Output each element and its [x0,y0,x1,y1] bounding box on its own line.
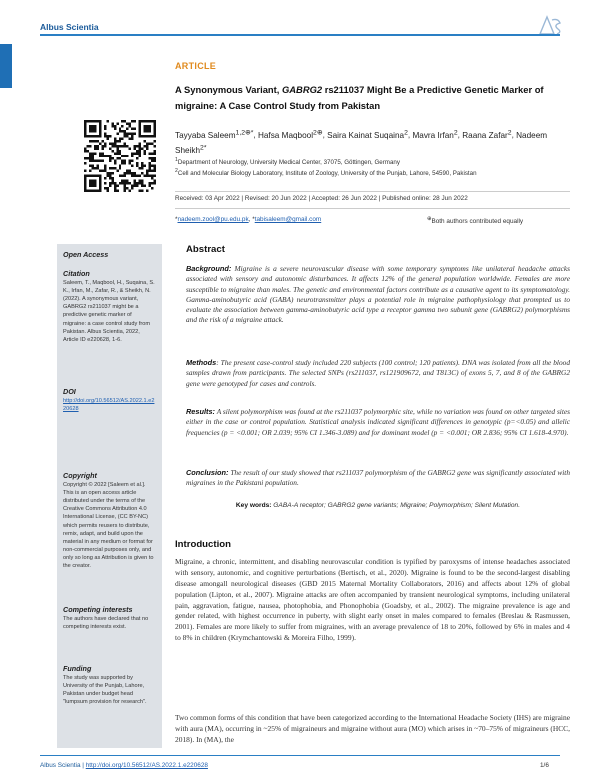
header-rule [40,34,560,36]
email-link[interactable]: tabisaleem@gmail.com [254,216,322,223]
abstract-results: Results: A silent polymorphism was found at the rs211037 polymorphic site, while no variation was found on other targeted sites either in the case or control population. Statistical analysis indicated significant differences in genotypic (p=<0.05) and allelic frequencies (p = <0.001; OR 2.039; 95% CI 1.346-3.089) and for dominant model (p = <0.001; OR 2.836; 95% CI 1.618-4.970). [186,407,570,437]
title-part: A Synonymous Variant, [175,84,282,95]
journal-logo-icon [538,14,562,36]
keywords: Key words: GABA-A receptor; GABRG2 gene variants; Migraine; Polymorphism; Silent Mutation. [235,502,521,509]
affiliation: $^2$Cell and Molecular Biology Laboratory, Institute of Zoology, University of the Punjab, Lahore, 54590, Pakistan [175,168,477,178]
divider [175,191,570,192]
citation-text: Saleem, T., Maqbool, H., Suqaina, S. K., Irfan, M., Zafar, R., & Sheikh, N. (2022). A synonymous variant, GABRG2 rs211037 might be a predictive genetic marker of migraine: a case control study from Pakistan. Albus Scientia, 2022, Article ID e220628, 1-6. [63,280,155,343]
copyright-text: Copyright © 2022 [Saleem et al.]. This is an open access article distributed under the terms of the Creative Commons Attribution 4.0 International License, (CC BY-NC) which permits reusers to distribute, remix, adapt, and build upon the material in any medium or format for non-commercial purposes only, and only so long as Attribution is given to the creator. [63,482,154,570]
article-info-sidebar [57,244,162,748]
doi-block: DOI http://doi.org/10.56512/AS.2022.1.e220628 [63,387,155,413]
footer-doi-link[interactable]: http://doi.org/10.56512/AS.2022.1.e220628 [85,762,208,769]
abstract-methods: Methods: The present case-control study included 220 subjects (100 control; 120 patients). DNA was isolated from all the blood samples drawn from participants. The selected SNPs (rs211037, rs121909672, and T813C) of exons 5, 7, and 8 of the GABRG2 gene were genotyped for cases and controls. [186,358,570,388]
competing-interests-block: Competing interests The authors have declared that no competing interests exist. [63,605,149,631]
abstract-heading: Abstract [186,244,225,255]
title-part: rs211037 Might Be a Predictive Genetic Marker of migraine: A Case Control Study from Pakistan [175,84,544,111]
author: Saira Kainat Suqaina$^2$ [327,129,408,140]
author: Tayyaba Saleem$^{1,2\oplus*}$ [175,129,254,140]
doi-link[interactable]: http://doi.org/10.56512/AS.2022.1.e220628 [63,398,155,413]
intro-paragraph: Migraine, a chronic, intermittent, and disabling neurovascular condition is typified by paroxysms of intense headaches associated with sensory, autonomic, and cognitive perturbations (Bertisch, et al., 2020). Migraine is found to be the second-largest disabling disease amongall neurological diseases (GBD 2015 Maternal Mortality Collaborators, 2016) and affects about 12% of global population (Lipton, et al., 2007). Migraine attacks are often accompanied by transient neurological symptoms, including unilateral pain, aggravation, fatigue, nausea, photophobia, and Phonophobia (Goadsby, et al., 2002). The migraine prevalence is age and gender related, with highest occurrence in puberty, with slight early onset in males compared to females (Breslau & Rasmussen, 2001). Females are more likely to suffer from migraines, with an average prevalence of 18 to 20%, followed by 6% in males and 4 to 8% in children (Krymchantowski & Moreira Filho, 1999). [175,557,570,643]
copyright-block: Copyright Copyright © 2022 [Saleem et al.]. This is an open access article distributed under the terms of the Creative Commons Attribution 4.0 International License, (CC BY-NC) which permits reusers to distribute, remix, adapt, and build upon the material in any medium or format for non-commercial purposes only, and only so long as Attribution is given to the creator. [63,471,156,570]
open-access-block [63,250,156,260]
affiliation: $^1$Department of Neurology, University Medical Center, 37075, Göttingen, Germany [175,157,400,167]
side-tab [0,44,12,88]
page-header [0,0,600,40]
citation-block: Citation Saleem, T., Maqbool, H., Suqaina, S. K., Irfan, M., Zafar, R., & Sheikh, N. (2022). A synonymous variant, GABRG2 rs211037 might be a predictive genetic marker of migraine: a case control study from Pakistan. Albus Scientia, 2022, Article ID e220628, 1-6. [63,269,155,343]
open-access-label: Open Access [63,250,109,259]
author: Hafsa Maqbool$^{2\oplus}$ [257,129,323,140]
abstract-background: Background: Migraine is a severe neurovascular disease with some temporary symptoms like unilateral headache attacks associated with sensory and autonomic disturbances. It affects 12% of the general population worldwide. Females are more susceptible to migraine than males. The genetic and environmental factors contribute as a causative agent to its symptomatology. Gamma-aminobutyric acid (GABA) neurotransmitter plays a potential role in migraine pathophysiology that prompted us to evaluate the association between gamma-aminobutyric acid type a receptor gamma two subunit gene (GABRG2) polymorphisms and the risk of a migraine attack. [186,264,570,325]
author-list: Tayyaba Saleem$^{1,2\oplus*}$, Hafsa Maqbool$^{2\oplus}$, Saira Kainat Suqaina$^2$, Mavra Irfan$^2$, Raana Zafar$^2$, Nadeem Sheikh$^{2*}$ [175,129,548,156]
author: Nadeem Sheikh$^{2*}$ [175,130,548,156]
article-title [175,82,570,113]
title-gene: GABRG2 [281,84,323,95]
intro-paragraph: Two common forms of this condition that have been categorized according to the International Headache Society (IHS) are migraine with aura (MA), occurring in ~25% of migraineurs and migraine without aura (MO) which arises in ~70–75% of migraineurs (HCC, 2018). In (MA), the [175,713,570,744]
email-link[interactable]: nadeem.zool@pu.edu.pk [177,216,249,223]
page-number: 1/6 [540,762,549,769]
correspondence: *nadeem.zool@pu.edu.pk, *tabisaleem@gmail.com [175,216,322,223]
abstract-conclusion: Conclusion: The result of our study showed that rs211037 polymorphism of the GABRG2 gene was significantly associated with migraines in the Pakistani population. [186,468,570,488]
author: Mavra Irfan$^2$ [412,129,458,140]
article-type-label: ARTICLE [175,61,217,71]
footer-citation: Albus Scientia | http://doi.org/10.56512/AS.2022.1.e220628 [40,762,208,769]
introduction-heading: Introduction [175,539,231,550]
funding-block: Funding The study was supported by University of the Punjab, Lahore, Pakistan under budget head "lumpsum provision for research". [63,664,147,706]
equal-contribution-note: ⊕Both authors contributed equally [427,216,524,226]
qr-code-icon [84,120,156,192]
publication-dates: Received: 03 Apr 2022 | Revised: 20 Jun 2022 | Accepted: 26 Jun 2022 | Published online: 28 Jun 2022 [175,195,468,202]
footer-rule [40,755,560,756]
divider [175,208,570,209]
author: Raana Zafar$^2$ [462,129,512,140]
journal-name: Albus Scientia [40,22,99,32]
